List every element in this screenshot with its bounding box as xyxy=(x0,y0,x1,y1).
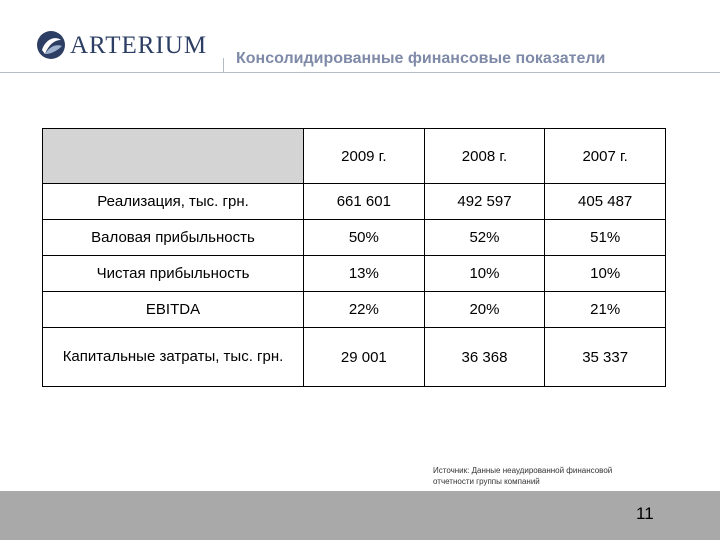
table-cell: 20% xyxy=(424,292,545,328)
table-cell: 29 001 xyxy=(304,328,425,387)
row-label: Реализация, тыс. грн. xyxy=(43,184,304,220)
table-cell: 10% xyxy=(545,256,666,292)
header-divider xyxy=(0,72,720,73)
financial-table xyxy=(42,128,666,387)
table-corner-cell xyxy=(43,129,304,184)
table-row xyxy=(43,328,666,387)
table-cell: 405 487 xyxy=(545,184,666,220)
header-divider-tick xyxy=(223,58,224,72)
table-row xyxy=(43,256,666,292)
arterium-logo-icon xyxy=(36,30,66,60)
source-note xyxy=(433,465,663,487)
row-label: EBITDA xyxy=(43,292,304,328)
row-label: Чистая прибыльность xyxy=(43,256,304,292)
table-cell: 51% xyxy=(545,220,666,256)
table-cell: 36 368 xyxy=(424,328,545,387)
table-cell: 50% xyxy=(304,220,425,256)
column-header-2008: 2008 г. xyxy=(424,129,545,184)
source-line: Источник: Данные неаудированной финансовой xyxy=(433,466,613,475)
table-cell: 21% xyxy=(545,292,666,328)
table-cell: 492 597 xyxy=(424,184,545,220)
table-row xyxy=(43,184,666,220)
brand-name: ARTERIUM xyxy=(70,31,208,59)
table-cell: 22% xyxy=(304,292,425,328)
page-number: 11 xyxy=(636,504,654,523)
table-row xyxy=(43,220,666,256)
column-header-2009: 2009 г. xyxy=(304,129,425,184)
footer-bar xyxy=(0,491,720,540)
table-cell: 52% xyxy=(424,220,545,256)
table-cell: 661 601 xyxy=(304,184,425,220)
source-line: отчетности группы компаний xyxy=(433,477,540,486)
row-label: Валовая прибыльность xyxy=(43,220,304,256)
table-cell: 13% xyxy=(304,256,425,292)
logo xyxy=(36,30,207,60)
column-header-2007: 2007 г. xyxy=(545,129,666,184)
page-title: Консолидированные финансовые показатели xyxy=(236,50,606,67)
table-header-row xyxy=(43,129,666,184)
table-cell: 35 337 xyxy=(545,328,666,387)
row-label: Капитальные затраты, тыс. грн. xyxy=(43,328,304,387)
table-row xyxy=(43,292,666,328)
table-cell: 10% xyxy=(424,256,545,292)
